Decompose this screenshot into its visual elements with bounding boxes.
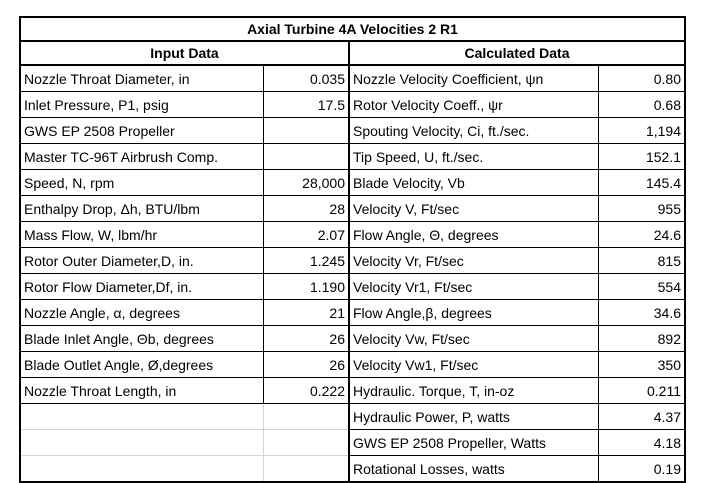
calculated-value-cell: 350 <box>598 352 685 378</box>
input-value-cell: 1.245 <box>263 248 349 274</box>
input-value-cell: 2.07 <box>263 222 349 248</box>
calculated-value-cell: 0.68 <box>598 92 685 118</box>
calculated-label-cell: GWS EP 2508 Propeller, Watts <box>349 430 598 456</box>
title-row <box>20 17 685 41</box>
input-label-cell: Nozzle Throat Length, in <box>20 378 263 404</box>
table-row <box>20 65 685 92</box>
calculated-label-cell: Nozzle Velocity Coefficient, ψn <box>349 65 598 92</box>
table-row <box>20 430 685 456</box>
spreadsheet <box>19 16 686 483</box>
input-value-cell: 28 <box>263 196 349 222</box>
input-value-cell: 0.222 <box>263 378 349 404</box>
calculated-value-cell: 1,194 <box>598 118 685 144</box>
table-row <box>20 404 685 430</box>
input-label-cell: Rotor Outer Diameter,D, in. <box>20 248 263 274</box>
input-value-cell <box>263 118 349 144</box>
table-row <box>20 144 685 170</box>
input-label-cell: Rotor Flow Diameter,Df, in. <box>20 274 263 300</box>
calculated-value-cell: 34.6 <box>598 300 685 326</box>
table-row <box>20 378 685 404</box>
table-row <box>20 92 685 118</box>
calculated-label-cell: Hydraulic. Torque, T, in-oz <box>349 378 598 404</box>
input-label-cell <box>20 456 263 483</box>
input-value-cell: 21 <box>263 300 349 326</box>
input-value-cell: 17.5 <box>263 92 349 118</box>
input-value-cell: 26 <box>263 352 349 378</box>
calculated-label-cell: Velocity Vw, Ft/sec <box>349 326 598 352</box>
input-label-cell: Enthalpy Drop, Δh, BTU/lbm <box>20 196 263 222</box>
calculated-value-cell: 554 <box>598 274 685 300</box>
input-data-header: Input Data <box>20 41 349 65</box>
input-value-cell <box>263 404 349 430</box>
calculated-label-cell: Flow Angle, Θ, degrees <box>349 222 598 248</box>
input-value-cell: 28,000 <box>263 170 349 196</box>
calculated-value-cell: 0.80 <box>598 65 685 92</box>
input-label-cell: Blade Inlet Angle, Θb, degrees <box>20 326 263 352</box>
table-row <box>20 456 685 483</box>
input-label-cell: Blade Outlet Angle, Ø,degrees <box>20 352 263 378</box>
calculated-label-cell: Velocity Vr1, Ft/sec <box>349 274 598 300</box>
input-value-cell <box>263 456 349 483</box>
input-label-cell: GWS EP 2508 Propeller <box>20 118 263 144</box>
input-value-cell: 1.190 <box>263 274 349 300</box>
calculated-data-header: Calculated Data <box>349 41 685 65</box>
input-value-cell <box>263 430 349 456</box>
calculated-label-cell: Rotor Velocity Coeff., ψr <box>349 92 598 118</box>
table-row <box>20 300 685 326</box>
input-label-cell: Speed, N, rpm <box>20 170 263 196</box>
calculated-value-cell: 815 <box>598 248 685 274</box>
header-row <box>20 41 685 65</box>
table-row <box>20 248 685 274</box>
turbine-table <box>19 16 686 483</box>
calculated-label-cell: Tip Speed, U, ft./sec. <box>349 144 598 170</box>
input-label-cell: Nozzle Angle, α, degrees <box>20 300 263 326</box>
calculated-value-cell: 892 <box>598 326 685 352</box>
calculated-value-cell: 24.6 <box>598 222 685 248</box>
calculated-value-cell: 955 <box>598 196 685 222</box>
input-label-cell: Mass Flow, W, lbm/hr <box>20 222 263 248</box>
table-row <box>20 326 685 352</box>
calculated-label-cell: Velocity V, Ft/sec <box>349 196 598 222</box>
input-label-cell: Inlet Pressure, P1, psig <box>20 92 263 118</box>
calculated-label-cell: Hydraulic Power, P, watts <box>349 404 598 430</box>
calculated-value-cell: 152.1 <box>598 144 685 170</box>
input-value-cell: 26 <box>263 326 349 352</box>
table-row <box>20 170 685 196</box>
calculated-value-cell: 4.18 <box>598 430 685 456</box>
input-label-cell <box>20 404 263 430</box>
input-value-cell: 0.035 <box>263 65 349 92</box>
sheet-title: Axial Turbine 4A Velocities 2 R1 <box>20 17 685 41</box>
input-label-cell <box>20 430 263 456</box>
calculated-value-cell: 0.211 <box>598 378 685 404</box>
input-label-cell: Nozzle Throat Diameter, in <box>20 65 263 92</box>
table-row <box>20 118 685 144</box>
calculated-value-cell: 0.19 <box>598 456 685 483</box>
calculated-label-cell: Velocity Vr, Ft/sec <box>349 248 598 274</box>
calculated-label-cell: Blade Velocity, Vb <box>349 170 598 196</box>
calculated-value-cell: 4.37 <box>598 404 685 430</box>
calculated-label-cell: Flow Angle,β, degrees <box>349 300 598 326</box>
calculated-label-cell: Rotational Losses, watts <box>349 456 598 483</box>
table-row <box>20 222 685 248</box>
calculated-label-cell: Velocity Vw1, Ft/sec <box>349 352 598 378</box>
table-row <box>20 352 685 378</box>
table-row <box>20 196 685 222</box>
input-value-cell <box>263 144 349 170</box>
table-row <box>20 274 685 300</box>
calculated-value-cell: 145.4 <box>598 170 685 196</box>
input-label-cell: Master TC-96T Airbrush Comp. <box>20 144 263 170</box>
calculated-label-cell: Spouting Velocity, Ci, ft./sec. <box>349 118 598 144</box>
